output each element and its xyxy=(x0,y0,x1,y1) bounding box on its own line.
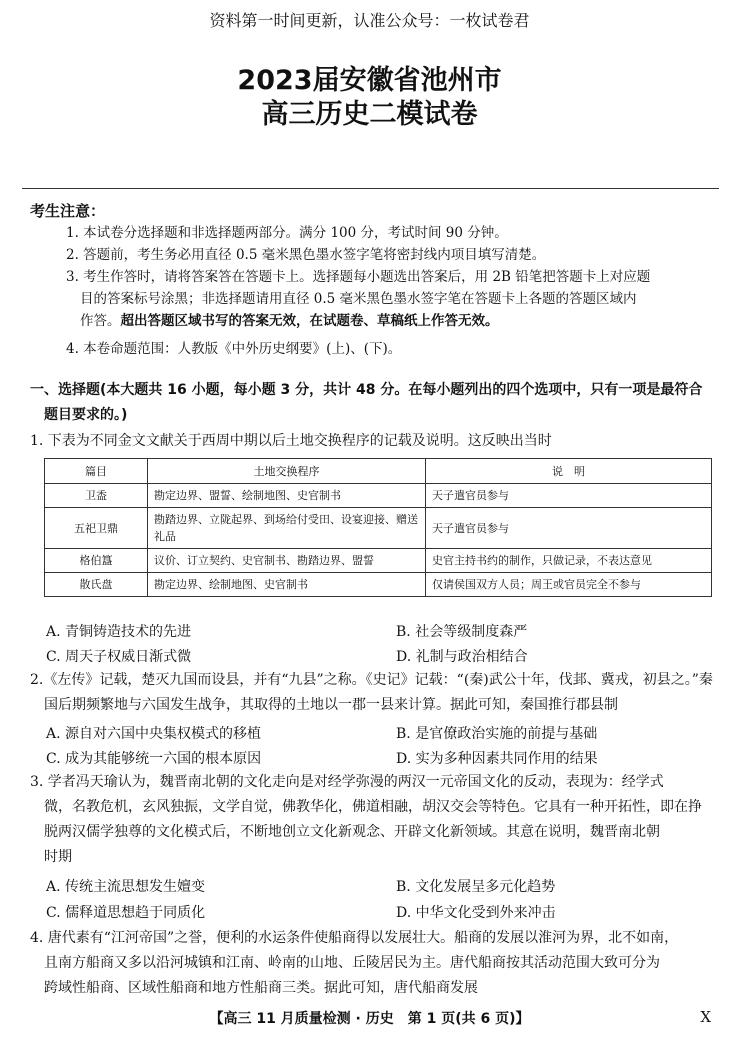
q3-option-a: A. 传统主流思想发生嬗变 xyxy=(46,879,206,895)
table-cell: 天子遣官员参与 xyxy=(426,484,712,508)
q2-option-c: C. 成为其能够统一六国的根本原因 xyxy=(46,751,262,767)
q4-stem xyxy=(30,926,720,1001)
notice-item-1: 1. 本试卷分选择题和非选择题两部分。满分 100 分，考试时间 90 分钟。 xyxy=(66,225,508,241)
table-cell: 散氏盘 xyxy=(45,573,148,597)
q1-table xyxy=(44,458,712,597)
table-cell: 议价、订立契约、史官制书、勘踏边界、盟誓 xyxy=(148,549,426,573)
header-note: 资料第一时间更新，认准公众号：一枚试卷君 xyxy=(209,11,530,30)
notice-item-3c-text: 作答。 xyxy=(80,313,121,329)
table-row xyxy=(45,573,712,597)
table-row xyxy=(45,549,712,573)
notice-item-4: 4. 本卷命题范围：人教版《中外历史纲要》(上)、(下)。 xyxy=(66,341,402,357)
table-cell: 格伯簋 xyxy=(45,549,148,573)
q4-line3: 跨域性船商、区域性船商和地方性船商三类。据此可知，唐代船商发展 xyxy=(44,980,478,996)
notice-item-3b: 目的答案标号涂黑；非选择题请用直径 0.5 毫米黑色墨水签字笔在答题卡上各题的答题区域内 xyxy=(80,291,637,307)
q2-stem xyxy=(30,668,720,718)
table-cell: 五祀卫鼎 xyxy=(45,508,148,549)
table-cell: 仅请侯国双方人员；周王或官员完全不参与 xyxy=(426,573,712,597)
notice-item-2: 2. 答题前，考生务必用直径 0.5 毫米黑色墨水签字笔将密封线内项目填写清楚。 xyxy=(66,247,546,263)
q1-option-c: C. 周天子权威日渐式微 xyxy=(46,649,192,665)
q3-stem xyxy=(30,770,720,870)
section-heading-line2: 题目要求的。) xyxy=(44,407,128,423)
q1-option-a: A. 青铜铸造技术的先进 xyxy=(46,624,192,640)
q3-option-d: D. 中华文化受到外来冲击 xyxy=(396,905,556,921)
table-row xyxy=(45,484,712,508)
q3-line4: 时期 xyxy=(44,849,72,865)
q2-line1: 2.《左传》记载，楚灭九国而设县，并有“九县”之称。《史记》记载：“(秦)武公十年，伐邽、冀戎，初县之。”秦 xyxy=(30,672,713,688)
q3-option-b: B. 文化发展呈多元化趋势 xyxy=(396,879,556,895)
notice-item-3a: 3. 考生作答时，请将答案答在答题卡上。选择题每小题选出答案后，用 2B 铅笔把答题卡上对应题 xyxy=(66,269,651,285)
exam-title-line2: 高三历史二模试卷 xyxy=(261,99,478,130)
section-heading-line1: 一、选择题(本大题共 16 小题，每小题 3 分，共计 48 分。在每小题列出的四个选项中，只有一项是最符合 xyxy=(30,382,703,398)
q1-stem: 1. 下表为不同金文文献关于西周中期以后土地交换程序的记载及说明。这反映出当时 xyxy=(30,433,552,449)
table-cell: 勘定边界、绘制地图、史官制书 xyxy=(148,573,426,597)
table-cell: 勘踏边界、立陇起界、到场给付受田、设宴迎接、赠送礼品 xyxy=(148,508,426,549)
footer-mark: X xyxy=(700,1008,711,1026)
q2-line2: 国后期频繁地与六国发生战争，其取得的土地以一郡一县来计算。据此可知，秦国推行郡县制 xyxy=(44,697,618,713)
q3-line2: 微，名教危机，玄风独振，文学自觉，佛教华化，佛道相融，胡汉交会等特色。它具有一种开拓性，即在挣 xyxy=(44,799,702,815)
q2-option-b: B. 是官僚政治实施的前提与基础 xyxy=(396,726,598,742)
q3-option-c: C. 儒释道思想趋于同质化 xyxy=(46,905,206,921)
table-cell: 卫盉 xyxy=(45,484,148,508)
q3-line1: 3. 学者冯天瑜认为，魏晋南北朝的文化走向是对经学弥漫的两汉一元帝国文化的反动，表现为：经学式 xyxy=(30,774,664,790)
divider xyxy=(22,188,719,189)
table-header: 说 明 xyxy=(426,459,712,484)
notice-warning: 超出答题区域书写的答案无效，在试题卷、草稿纸上作答无效。 xyxy=(120,313,499,329)
table-row xyxy=(45,508,712,549)
q3-line3: 脱两汉儒学独尊的文化模式后，不断地创立文化新观念、开辟文化新领域。其意在说明，魏晋南北朝 xyxy=(44,824,660,840)
notice-item-3c xyxy=(80,310,716,332)
table-cell: 史官主持书约的制作，只做记录，不表达意见 xyxy=(426,549,712,573)
exam-title-line1: 2023届安徽省池州市 xyxy=(237,65,502,96)
notice-heading: 考生注意： xyxy=(30,202,106,220)
q4-line2: 且南方船商又多以沿河城镇和江南、岭南的山地、丘陵居民为主。唐代船商按其活动范围大致可分为 xyxy=(44,955,660,971)
q2-option-a: A. 源自对六国中央集权模式的移植 xyxy=(46,726,262,742)
table-header-row xyxy=(45,459,712,484)
table-cell: 勘定边界、盟誓、绘制地图、史官制书 xyxy=(148,484,426,508)
q2-option-d: D. 实为多种因素共同作用的结果 xyxy=(396,751,598,767)
section-heading xyxy=(30,378,720,428)
table-header: 土地交换程序 xyxy=(148,459,426,484)
q1-option-b: B. 社会等级制度森严 xyxy=(396,624,528,640)
table-cell: 天子遣官员参与 xyxy=(426,508,712,549)
page-footer: 【高三 11 月质量检测 · 历史 第 1 页(共 6 页)】 xyxy=(209,1011,530,1027)
q1-option-d: D. 礼制与政治相结合 xyxy=(396,649,528,665)
table-header: 篇目 xyxy=(45,459,148,484)
q4-line1: 4. 唐代素有“江河帝国”之誉，便利的水运条件使船商得以发展壮大。船商的发展以淮河为界，北不如南， xyxy=(30,930,679,946)
